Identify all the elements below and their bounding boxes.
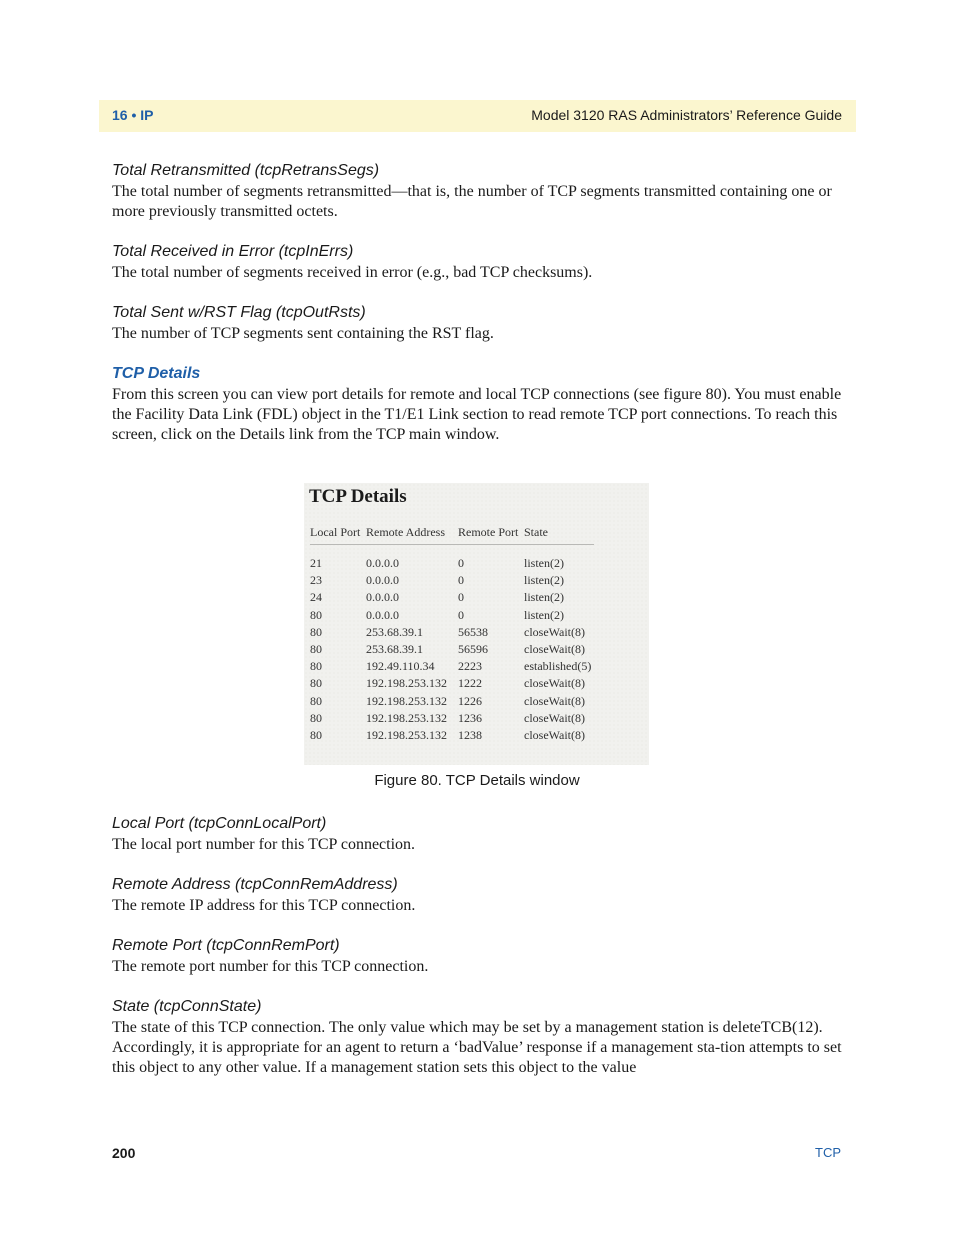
cell-remote-port: 1226 xyxy=(458,693,482,708)
cell-local-port: 80 xyxy=(310,642,322,657)
section-description: From this screen you can view port details for remote and local TCP connections (see figure 80). You must enable the Facility Data Link (FDL) object in the T1/E1 Link section to read remote TCP port connections. To reach this screen, click on the Details link from the TCP main window. xyxy=(112,386,842,443)
cell-state: closeWait(8) xyxy=(524,624,586,639)
cell-remote-address: 0.0.0.0 xyxy=(366,590,399,605)
page-number: 200 xyxy=(112,1145,136,1161)
definition-tcp-conn-rem-port xyxy=(112,935,847,977)
cell-local-port: 80 xyxy=(310,710,322,725)
table-row xyxy=(310,710,594,727)
table-row xyxy=(310,727,594,744)
term-heading: State (tcpConnState) xyxy=(112,998,262,1015)
column-header-local-port: Local Port xyxy=(310,525,366,545)
tcp-details-section xyxy=(112,363,847,445)
term-heading: Total Received in Error (tcpInErrs) xyxy=(112,243,354,260)
cell-local-port: 80 xyxy=(310,727,322,742)
cell-remote-address: 192.198.253.132 xyxy=(366,676,447,691)
cell-local-port: 23 xyxy=(310,573,322,588)
section-heading: TCP Details xyxy=(112,365,201,382)
cell-state: listen(2) xyxy=(524,607,564,622)
cell-remote-port: 2223 xyxy=(458,659,482,674)
cell-remote-port: 0 xyxy=(458,556,464,571)
cell-state: listen(2) xyxy=(524,573,564,588)
cell-state: closeWait(8) xyxy=(524,693,586,708)
cell-remote-address: 192.49.110.34 xyxy=(366,659,435,674)
cell-remote-address: 0.0.0.0 xyxy=(366,573,399,588)
page-header xyxy=(99,100,856,132)
definition-tcp-retrans-segs xyxy=(112,160,847,222)
cell-remote-address: 0.0.0.0 xyxy=(366,607,399,622)
cell-local-port: 24 xyxy=(310,590,322,605)
term-description: The number of TCP segments sent containing the RST flag. xyxy=(112,325,494,342)
cell-local-port: 80 xyxy=(310,676,322,691)
cell-state: closeWait(8) xyxy=(524,676,586,691)
table-row xyxy=(310,607,594,624)
cell-remote-port: 0 xyxy=(458,607,464,622)
column-header-remote-address: Remote Address xyxy=(366,525,458,545)
cell-local-port: 80 xyxy=(310,607,322,622)
definition-tcp-conn-state xyxy=(112,996,847,1078)
cell-state: listen(2) xyxy=(524,590,564,605)
term-heading: Local Port (tcpConnLocalPort) xyxy=(112,815,327,832)
cell-remote-address: 192.198.253.132 xyxy=(366,710,447,725)
cell-state: closeWait(8) xyxy=(524,727,586,742)
table-row xyxy=(310,658,594,675)
cell-remote-port: 56596 xyxy=(458,642,488,657)
tcp-details-table xyxy=(310,525,594,744)
cell-local-port: 80 xyxy=(310,624,322,639)
term-heading: Remote Address (tcpConnRemAddress) xyxy=(112,876,398,893)
term-description: The remote IP address for this TCP connection. xyxy=(112,897,416,914)
cell-remote-port: 0 xyxy=(458,573,464,588)
table-row xyxy=(310,545,594,573)
cell-remote-port: 1236 xyxy=(458,710,482,725)
term-description: The total number of segments retransmitted—that is, the number of TCP segments transmitted containing one or more previously transmitted octets. xyxy=(112,183,832,220)
table-row xyxy=(310,589,594,606)
term-description: The local port number for this TCP connection. xyxy=(112,836,416,853)
tcp-details-figure xyxy=(304,483,649,765)
table-row xyxy=(310,693,594,710)
term-heading: Total Retransmitted (tcpRetransSegs) xyxy=(112,162,380,179)
definition-tcp-out-rsts xyxy=(112,302,847,344)
table-row xyxy=(310,675,594,692)
cell-remote-address: 192.198.253.132 xyxy=(366,693,447,708)
term-description: The remote port number for this TCP connection. xyxy=(112,958,429,975)
cell-remote-port: 56538 xyxy=(458,624,488,639)
cell-state: established(5) xyxy=(524,659,592,674)
definition-tcp-conn-rem-address xyxy=(112,874,847,916)
cell-local-port: 80 xyxy=(310,659,322,674)
cell-remote-address: 253.68.39.1 xyxy=(366,642,423,657)
cell-state: closeWait(8) xyxy=(524,710,586,725)
definition-tcp-conn-local-port xyxy=(112,813,847,855)
chapter-label: 16 • IP xyxy=(112,107,154,123)
definition-tcp-in-errs xyxy=(112,241,847,283)
figure-caption: Figure 80. TCP Details window xyxy=(374,772,580,789)
cell-local-port: 21 xyxy=(310,556,322,571)
term-description: The total number of segments received in error (e.g., bad TCP checksums). xyxy=(112,264,593,281)
figure-window-title: TCP Details xyxy=(309,486,407,507)
footer-section-name: TCP xyxy=(815,1145,841,1160)
cell-remote-address: 192.198.253.132 xyxy=(366,727,447,742)
cell-remote-port: 1222 xyxy=(458,676,482,691)
column-header-state: State xyxy=(524,525,594,545)
guide-title: Model 3120 RAS Administrators’ Reference Guide xyxy=(531,107,842,123)
cell-remote-address: 0.0.0.0 xyxy=(366,556,399,571)
table-row xyxy=(310,572,594,589)
term-heading: Remote Port (tcpConnRemPort) xyxy=(112,937,340,954)
cell-remote-port: 0 xyxy=(458,590,464,605)
cell-state: listen(2) xyxy=(524,556,564,571)
bottom-content xyxy=(112,813,847,1097)
top-content xyxy=(112,160,847,464)
cell-state: closeWait(8) xyxy=(524,642,586,657)
column-header-remote-port: Remote Port xyxy=(458,525,524,545)
table-row xyxy=(310,641,594,658)
cell-remote-port: 1238 xyxy=(458,727,482,742)
term-description: The state of this TCP connection. The only value which may be set by a management station is deleteTCB(12). Accordingly, it is appropriate for an agent to return a ‘badValue’ response if a management sta-tion attempts to set this object to any other value. If a management station sets this object to the value xyxy=(112,1019,842,1076)
cell-local-port: 80 xyxy=(310,693,322,708)
term-heading: Total Sent w/RST Flag (tcpOutRsts) xyxy=(112,304,366,321)
cell-remote-address: 253.68.39.1 xyxy=(366,624,423,639)
table-row xyxy=(310,624,594,641)
table-header-row xyxy=(310,525,594,545)
